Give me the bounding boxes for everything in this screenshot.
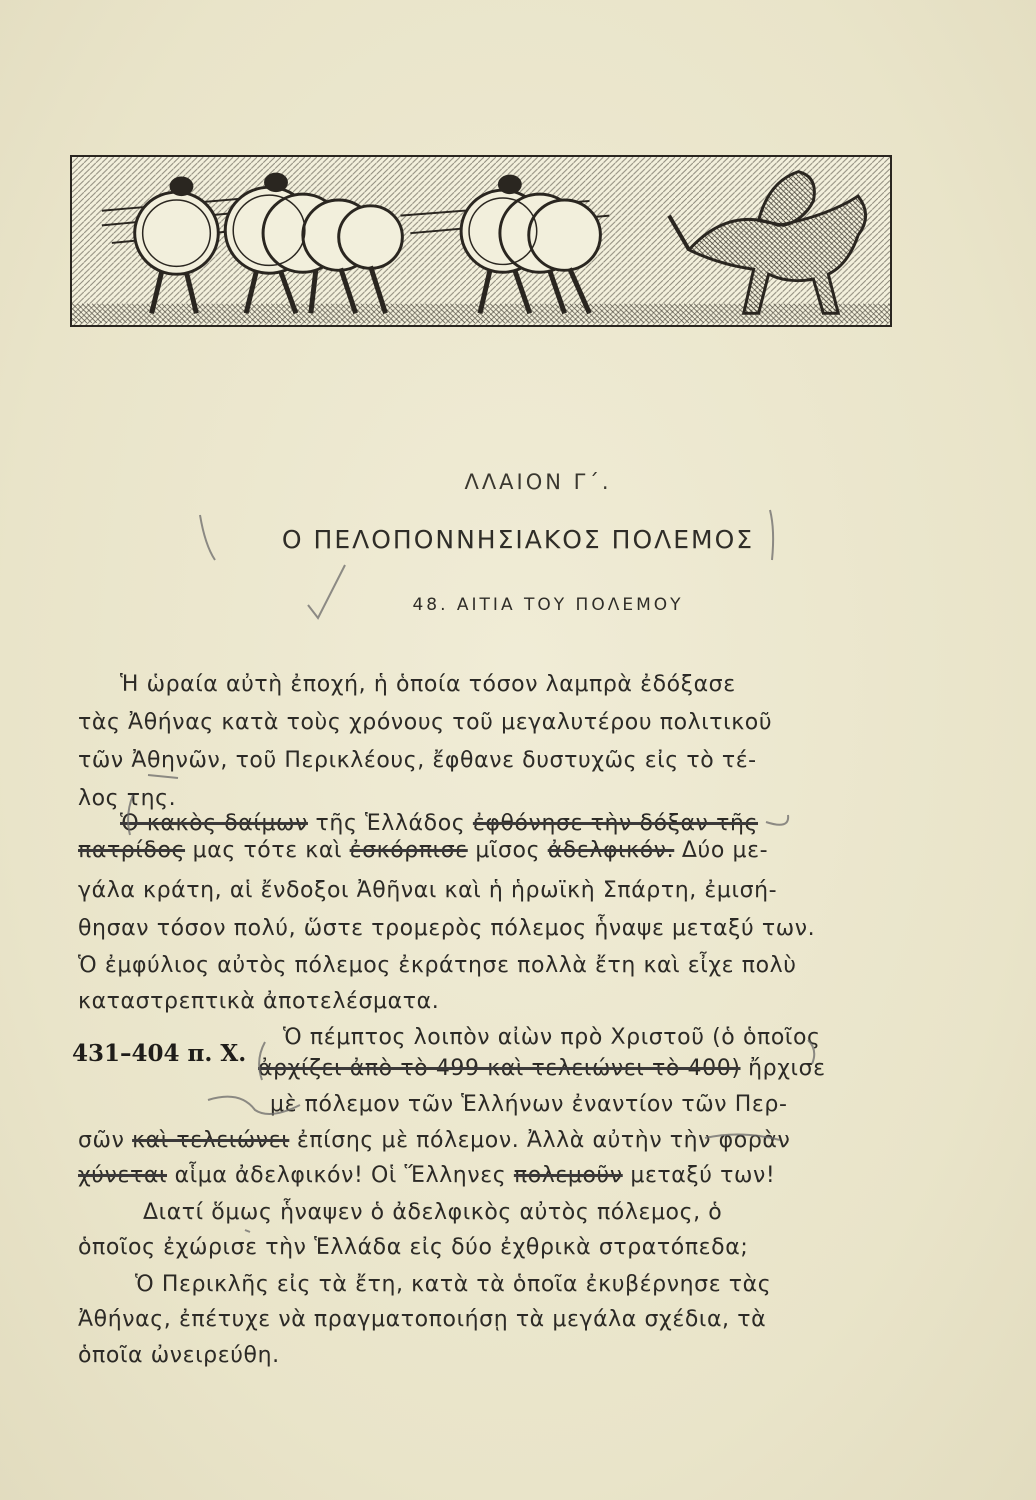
text-segment: μῖσος <box>467 838 548 863</box>
text-segment: Ὁ κακὸς δαίμων <box>120 811 308 836</box>
text-line <box>120 811 758 836</box>
text-line <box>78 1128 790 1153</box>
battle-frieze-illustration <box>70 155 892 327</box>
text-line <box>78 710 772 735</box>
text-segment: θησαν τόσον πολύ, ὥστε τρομερὸς πόλεμος ἧναψε μεταξύ των. <box>78 916 816 941</box>
text-segment: λος της. <box>78 786 177 811</box>
text-segment: τὰς Ἀθήνας κατὰ τοὺς χρόνους τοῦ μεγαλυτέρου πολιτικοῦ <box>78 710 773 735</box>
text-segment: καταστρεπτικὰ ἀποτελέσματα. <box>78 989 440 1014</box>
chapter-title: Ο ΠΕΛΟΠΟΝΝΗΣΙΑΚΟΣ ΠΟΛΕΜΟΣ <box>281 525 755 554</box>
text-segment: ἐφθόνησε τὴν δόξαν τῆς <box>472 811 759 836</box>
text-segment: σῶν <box>78 1128 133 1153</box>
text-line <box>78 1163 775 1188</box>
text-line <box>135 1272 771 1297</box>
text-line <box>283 1025 821 1050</box>
text-segment: ὁποῖα ὠνειρεύθη. <box>78 1343 280 1368</box>
text-line <box>270 1092 788 1117</box>
text-line <box>78 1307 766 1332</box>
text-line <box>78 748 757 773</box>
text-segment: Ἀθήνας, ἐπέτυχε νὰ πραγματοποιήσῃ τὰ μεγάλα σχέδια, τὰ <box>78 1307 767 1332</box>
text-segment: ὁποῖος ἐχώρισε τὴν Ἑλλάδα εἰς δύο ἐχθρικὰ στρατόπεδα; <box>78 1235 749 1260</box>
text-segment: Ὁ πέμπτος λοιπὸν αἰὼν πρὸ Χριστοῦ (ὁ ὁποῖος <box>283 1025 821 1050</box>
text-line <box>78 953 797 978</box>
text-segment: τῆς Ἑλλάδος <box>307 811 473 836</box>
text-segment: χύνεται <box>78 1163 168 1188</box>
chapter-heading: ΛΛΑΙΟΝ Γ΄. <box>464 470 612 494</box>
section-heading: 48. ΑΙΤΙΑ ΤΟΥ ΠΟΛΕΜΟΥ <box>412 595 684 615</box>
text-segment: αἷμα ἀδελφικόν! Οἱ Ἕλληνες <box>167 1163 514 1188</box>
text-segment: μας τότε καὶ <box>185 838 350 863</box>
text-line <box>120 672 736 697</box>
text-line <box>258 1056 826 1081</box>
text-segment: ἀρχίζει ἀπὸ τὸ 499 καὶ τελειώνει τὸ 400) <box>258 1056 741 1081</box>
text-segment: Ὁ Περικλῆς εἰς τὰ ἔτη, κατὰ τὰ ὁποῖα ἐκυβέρνησε τὰς <box>135 1272 772 1297</box>
text-segment: Ἡ ὡραία αὐτὴ ἐποχή, ἡ ὁποία τόσον λαμπρὰ ἐδόξασε <box>120 672 736 697</box>
text-line <box>78 916 815 941</box>
text-segment: μεταξύ των! <box>622 1163 776 1188</box>
text-segment: καὶ τελειώνει <box>132 1128 290 1153</box>
text-line <box>78 878 777 903</box>
text-segment: Ὁ ἐμφύλιος αὐτὸς πόλεμος ἐκράτησε πολλὰ ἔτη καὶ εἶχε πολὺ <box>78 953 797 978</box>
text-segment: ἐπίσης μὲ πόλεμον. Ἀλλὰ αὐτὴν τὴν φορὰν <box>289 1128 791 1153</box>
text-segment: πατρίδος <box>78 838 186 863</box>
text-segment: ἀδελφικόν. <box>547 838 675 863</box>
text-line <box>78 989 439 1014</box>
text-line <box>78 1235 748 1260</box>
margin-date: 431–404 π. Χ. <box>72 1040 247 1067</box>
text-segment: ἤρχισε <box>740 1056 826 1081</box>
text-segment: τῶν Ἀθηνῶν, τοῦ Περικλέους, ἔφθανε δυστυχῶς εἰς τὸ τέ- <box>78 748 757 773</box>
text-segment: πολεμοῦν <box>513 1163 623 1188</box>
text-line <box>78 786 176 811</box>
battle-frieze-icon <box>72 157 890 325</box>
text-line <box>78 838 768 863</box>
text-segment: Δύο με- <box>674 838 769 863</box>
text-line <box>143 1200 722 1225</box>
text-segment: ἐσκόρπισε <box>349 838 468 863</box>
text-line <box>78 1343 280 1368</box>
text-segment: μὲ πόλεμον τῶν Ἑλλήνων ἐναντίον τῶν Περ- <box>270 1092 788 1117</box>
text-segment: Διατί ὅμως ἧναψεν ὁ ἀδελφικὸς αὐτὸς πόλεμος, ὁ <box>143 1200 723 1225</box>
text-segment: γάλα κράτη, αἱ ἔνδοξοι Ἀθῆναι καὶ ἡ ἡρωϊκὴ Σπάρτη, ἐμισή- <box>78 878 778 903</box>
